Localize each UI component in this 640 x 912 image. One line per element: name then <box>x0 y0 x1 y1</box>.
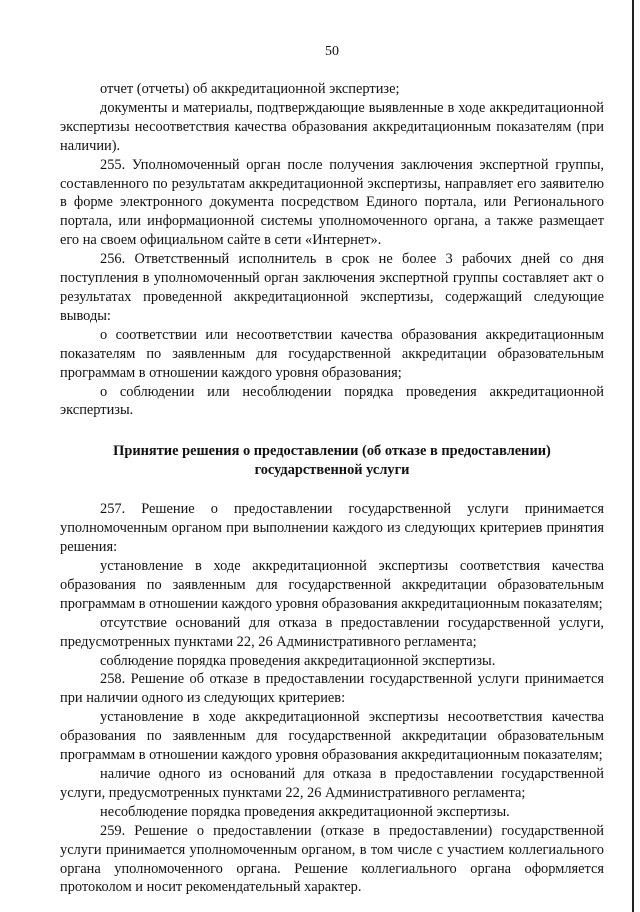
paragraph: 259. Решение о предоставлении (отказе в предоставлении) государственной услуги принимается уполномоченным органом, в том числе с участием коллегиального органа уполномоченного органа. Решение коллегиального органа оформляется протоколом и носит рекомендательный характер. <box>60 822 604 896</box>
paragraph: установление в ходе аккредитационной экспертизы несоответствия качества образования по заявленным для государственной аккредитации образовательным программам в отношении каждого уровня образования аккредитационным показателям; <box>60 709 604 764</box>
paragraph: наличие одного из оснований для отказа в предоставлении государственной услуги, предусмотренных пунктами 22, 26 Административного регламента; <box>60 766 604 801</box>
paragraph: 258. Решение об отказе в предоставлении государственной услуги принимается при наличии одного из следующих критериев: <box>60 671 604 707</box>
paragraph: установление в ходе аккредитационной экспертизы соответствия качества образования по заявленным для государственной аккредитации образовательным программам в отношении каждого уровня образования аккредитационным показателям; <box>60 558 604 612</box>
paragraph: о соответствии или несоответствии качества образования аккредитационным показателям по заявленным для государственной аккредитации образовательным программам в отношении каждого уровня образования; <box>60 326 604 381</box>
section-heading-line: государственной услуги <box>254 462 410 479</box>
paragraph: отчет (отчеты) об аккредитационной экспертизе; <box>100 81 400 97</box>
section-heading-line: Принятие решения о предоставлении (об отказе в предоставлении) <box>113 443 551 460</box>
paragraph: 257. Решение о предоставлении государственной услуги принимается уполномоченным органом при выполнении каждого из следующих критериев принятия решения: <box>60 501 604 556</box>
paragraph: 255. Уполномоченный орган после получения заключения экспертной группы, составленного по результатам аккредитационной экспертизы, направляет его заявителю в форме электронного документа посредством Единого портала, или Регионального портала, или информационной системы уполномоченного органа, а также размещает его на своем официальном сайте в сети «Интернет». <box>60 156 604 249</box>
paragraph: отсутствие оснований для отказа в предоставлении государственной услуги, предусмотренных пунктами 22, 26 Административного регламента; <box>60 614 604 650</box>
paragraph: о соблюдении или несоблюдении порядка проведения аккредитационной экспертизы. <box>60 383 604 419</box>
paragraph: 256. Ответственный исполнитель в срок не более 3 рабочих дней со дня поступления в уполномоченный орган заключения экспертной группы составляет акт о результатах проведенной аккредитационной экспертизы, содержащий следующие выводы: <box>60 251 604 324</box>
paragraph: несоблюдение порядка проведения аккредитационной экспертизы. <box>100 803 510 820</box>
document-body <box>60 80 604 897</box>
section-heading <box>60 442 604 480</box>
scan-edge-line <box>632 0 634 912</box>
paragraph: документы и материалы, подтверждающие выявленные в ходе аккредитационной экспертизы несоответствия качества образования аккредитационным показателям (при наличии). <box>60 99 604 154</box>
paragraph: соблюдение порядка проведения аккредитационной экспертизы. <box>100 652 496 669</box>
page-number: 50 <box>325 44 339 59</box>
